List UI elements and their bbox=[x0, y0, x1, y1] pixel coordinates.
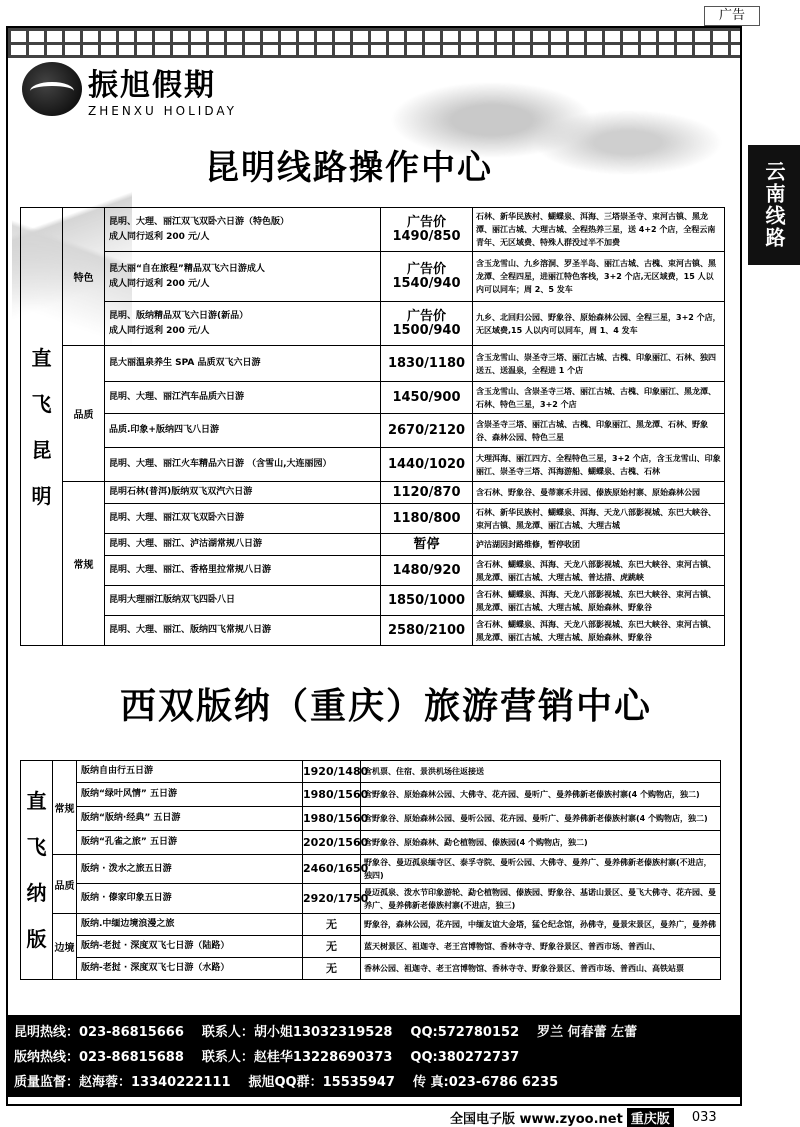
table-row bbox=[21, 382, 725, 414]
route-detail: 大理洱海、丽江四方、全程特色三星，3+2 个店，含玉龙雪山、印象丽江、崇圣寺三塔、洱海游船、蝴蝶泉、古槐、石林 bbox=[473, 448, 725, 482]
kunming-qq: QQ:572780152 bbox=[410, 1025, 520, 1040]
page-footer bbox=[450, 1108, 717, 1127]
banna-hotline: 版纳热线：023-86815688 bbox=[14, 1050, 184, 1065]
route-name: 昆明、大理、丽江、版纳四飞常规八日游 bbox=[105, 616, 381, 646]
route-name: 昆大丽温泉养生 SPA 品质双飞六日游 bbox=[105, 346, 381, 382]
region-char: 明 bbox=[31, 483, 52, 508]
route-name: 版纳.中缅边境浪漫之旅 bbox=[77, 914, 303, 936]
kunming-staff: 罗兰 何春蕾 左蕾 bbox=[537, 1025, 638, 1040]
route-detail: 含玉龙雪山、崇圣寺三塔、丽江古城、古槐、印象丽江、石林、独四送五、送温泉，全程进 1 个店 bbox=[473, 346, 725, 382]
route-price: 2670/2120 bbox=[381, 414, 473, 448]
contact-row-banna bbox=[14, 1045, 734, 1070]
fret-border-decoration bbox=[8, 28, 740, 58]
route-price: 1450/900 bbox=[381, 382, 473, 414]
route-price: 1850/1000 bbox=[381, 586, 473, 616]
route-price: 2020/1560 bbox=[303, 831, 361, 855]
table-row bbox=[21, 936, 721, 958]
route-name: 昆明、大理、丽江、泸沽湖常规八日游 bbox=[105, 534, 381, 556]
region-label bbox=[21, 208, 63, 646]
route-name: 版纳-老挝 · 深度双飞七日游（陆路） bbox=[77, 936, 303, 958]
route-name: 昆明、大理、丽江双飞双卧六日游 bbox=[105, 504, 381, 534]
table-row bbox=[21, 252, 725, 302]
route-detail: 含石林、蝴蝶泉、洱海、天龙八部影视城、东巴大峡谷、束河古镇、黑龙潭、丽江古城、大理古城、原始森林、野象谷 bbox=[473, 616, 725, 646]
region-label bbox=[21, 761, 53, 980]
kunming-hotline: 昆明热线：023-86815666 bbox=[14, 1025, 184, 1040]
table-row bbox=[21, 586, 725, 616]
route-price: 1830/1180 bbox=[381, 346, 473, 382]
table-row bbox=[21, 414, 725, 448]
route-price: 2580/2100 bbox=[381, 616, 473, 646]
route-name: 版纳自由行五日游 bbox=[77, 761, 303, 783]
table-row bbox=[21, 914, 721, 936]
fax: 传 真:023-6786 6235 bbox=[412, 1075, 559, 1090]
route-price: 无 bbox=[303, 936, 361, 958]
category-label: 特色 bbox=[63, 208, 105, 346]
table-row bbox=[21, 783, 721, 807]
route-price: 无 bbox=[303, 914, 361, 936]
route-name: 昆明大理丽江版纳双飞四卧八日 bbox=[105, 586, 381, 616]
route-detail: 野象谷、曼迈孤泉缅寺区、泰孚寺院、曼听公园、大佛寺、曼养广、曼养佛新老傣族村寨(不进店，独四) bbox=[361, 855, 721, 884]
region-char: 版 bbox=[26, 927, 47, 951]
route-name: 版纳“孔雀之旅” 五日游 bbox=[77, 831, 303, 855]
route-detail: 含玉龙雪山、含崇圣寺三塔、丽江古城、古槐、印象丽江、黑龙潭、石林、特色三星，3+2 个店 bbox=[473, 382, 725, 414]
route-price: 广告价 1540/940 bbox=[381, 252, 473, 302]
route-detail: 石林、新华民族村、蝴蝶泉、洱海、三塔崇圣寺、束河古镇、黑龙潭、丽江古城、大理古城、全程热养三星，送 4+2 个店，全程云南青年、无区域费、特殊人群没过半不加费 bbox=[473, 208, 725, 252]
route-name: 品质.印象+版纳四飞八日游 bbox=[105, 414, 381, 448]
ad-tag: 广告 bbox=[704, 6, 760, 26]
category-label: 常规 bbox=[63, 482, 105, 646]
table-row bbox=[21, 346, 725, 382]
footer-site: 全国电子版 www.zyoo.net bbox=[450, 1112, 623, 1127]
region-char: 昆 bbox=[31, 437, 52, 462]
route-detail: 蓝天树景区、祖迦寺、老王宫博物馆、香林寺寺、野象谷景区、普西市场、普西山、 bbox=[361, 936, 721, 958]
route-detail: 泸沽湖因封路维修，暂停收团 bbox=[473, 534, 725, 556]
table-row bbox=[21, 958, 721, 980]
route-price: 1980/1560 bbox=[303, 807, 361, 831]
table-row bbox=[21, 448, 725, 482]
category-label: 品质 bbox=[53, 855, 77, 914]
contact-row-kunming bbox=[14, 1020, 734, 1045]
route-detail: 九乡、北回归公园、野象谷、原始森林公园、全程三星，3+2 个店，无区域费,15 人以内可以同车，周 1、4 发车 bbox=[473, 302, 725, 346]
category-label: 边境 bbox=[53, 914, 77, 980]
table-row bbox=[21, 504, 725, 534]
route-price: 广告价 1500/940 bbox=[381, 302, 473, 346]
qq-group: 振旭QQ群：15535947 bbox=[248, 1075, 395, 1090]
region-char: 纳 bbox=[26, 881, 47, 905]
route-price: 暂停 bbox=[381, 534, 473, 556]
banna-qq: QQ:380272737 bbox=[410, 1050, 520, 1065]
contact-bar bbox=[6, 1015, 742, 1097]
table-row bbox=[21, 831, 721, 855]
route-price: 1440/1020 bbox=[381, 448, 473, 482]
table-row bbox=[21, 208, 725, 252]
section2-heading: 西双版纳（重庆）旅游营销中心 bbox=[120, 686, 653, 727]
logo-cn: 振旭假期 bbox=[88, 68, 216, 103]
route-name: 版纳“版纳·经典” 五日游 bbox=[77, 807, 303, 831]
route-detail: 香林公园、祖迦寺、老王宫博物馆、香林寺寺、野象谷景区、普西市场、普西山、高铁站票 bbox=[361, 958, 721, 980]
section1-heading: 昆明线路操作中心 bbox=[205, 148, 493, 188]
route-price: 1980/1560 bbox=[303, 783, 361, 807]
region-char: 直 bbox=[26, 789, 47, 813]
brand-logo bbox=[22, 60, 237, 118]
route-name: 昆大丽“自在旅程”精品双飞六日游成人 成人同行返利 200 元/人 bbox=[105, 252, 381, 302]
route-detail: 含石林、蝴蝶泉、洱海、天龙八部影视城、东巴大峡谷、束河古镇、黑龙潭、丽江古城、大理古城、原始森林、野象谷 bbox=[473, 586, 725, 616]
page-number: 033 bbox=[691, 1110, 717, 1125]
route-price: 1180/800 bbox=[381, 504, 473, 534]
region-char: 飞 bbox=[31, 391, 52, 416]
table-row bbox=[21, 761, 721, 783]
category-label: 品质 bbox=[63, 346, 105, 482]
route-price: 1920/1480 bbox=[303, 761, 361, 783]
region-char: 直 bbox=[31, 345, 52, 370]
route-price: 广告价 1490/850 bbox=[381, 208, 473, 252]
route-name: 昆明、大理、丽江火车精品六日游 （含雪山,大连丽园） bbox=[105, 448, 381, 482]
region-char: 飞 bbox=[26, 835, 47, 859]
route-price: 2920/1750 bbox=[303, 884, 361, 914]
route-detail: 含玉龙雪山、九乡溶洞、罗圣半岛、丽江古城、古槐、束河古镇、黑龙潭、全程四星，进丽江特色客栈，3+2 个店,无区域费，15 人以内可以同车；周 2、5 发车 bbox=[473, 252, 725, 302]
route-detail: 含崇圣寺三塔、丽江古城、古槐、印象丽江、黑龙潭、石林、野象谷、森林公园、特色三星 bbox=[473, 414, 725, 448]
route-detail: 含野象谷、原始森林公园、大佛寺、花卉园、曼听广、曼养佛新老傣族村寨(4 个购物店，独二) bbox=[361, 783, 721, 807]
contact-row-quality bbox=[14, 1070, 734, 1095]
table-row bbox=[21, 302, 725, 346]
route-name: 昆明石林(普洱)版纳双飞双汽六日游 bbox=[105, 482, 381, 504]
footer-edition-badge: 重庆版 bbox=[627, 1108, 674, 1127]
table-row bbox=[21, 616, 725, 646]
logo-en: ZHENXU HOLIDAY bbox=[88, 104, 237, 118]
route-detail: 含石林、蝴蝶泉、洱海、天龙八部影视城、东巴大峡谷、束河古镇、黑龙潭、丽江古城、大理古城、普达措、虎跳峡 bbox=[473, 556, 725, 586]
route-detail: 曼迈孤泉、泼水节印象游轮、勐仑植物园、傣族园、野象谷、基诺山景区、曼飞大佛寺、花卉园、曼养广、曼养佛新老傣族村寨(不进店，独三) bbox=[361, 884, 721, 914]
table-row bbox=[21, 482, 725, 504]
category-label: 常规 bbox=[53, 761, 77, 855]
table-row bbox=[21, 534, 725, 556]
route-price: 2460/1650 bbox=[303, 855, 361, 884]
route-name: 版纳“绿叶风情” 五日游 bbox=[77, 783, 303, 807]
route-name: 版纳-老挝 · 深度双飞七日游（水路） bbox=[77, 958, 303, 980]
route-price: 1120/870 bbox=[381, 482, 473, 504]
route-name: 昆明、大理、丽江汽车品质六日游 bbox=[105, 382, 381, 414]
route-detail: 含野象谷、原始森林公园、曼听公园、花卉园、曼听广、曼养佛新老傣族村寨(4 个购物店，独二) bbox=[361, 807, 721, 831]
route-name: 昆明、大理、丽江双飞双卧六日游（特色版） 成人同行返利 200 元/人 bbox=[105, 208, 381, 252]
route-detail: 含野象谷、原始森林、勐仑植物园、傣族园(4 个购物店，独二) bbox=[361, 831, 721, 855]
table-row bbox=[21, 855, 721, 884]
kunming-route-table bbox=[20, 207, 725, 646]
route-detail: 野象谷，森林公园，花卉园，中缅友谊大金塔，猛仑纪念馆，孙佛寺，曼景宋景区，曼养广，曼养佛 bbox=[361, 914, 721, 936]
logo-mark-icon bbox=[22, 62, 82, 116]
route-name: 版纳 · 傣家印象五日游 bbox=[77, 884, 303, 914]
side-tab-yunnan: 云南线路 bbox=[748, 145, 800, 265]
quality-supervisor: 质量监督：赵海蓉：13340222111 bbox=[14, 1075, 231, 1090]
route-price: 1480/920 bbox=[381, 556, 473, 586]
route-detail: 含石林、野象谷、曼蒂寨禾井园、傣族原始村寨、原始森林公园 bbox=[473, 482, 725, 504]
banna-route-table bbox=[20, 760, 721, 980]
banna-contact-person: 联系人：赵桂华13228690373 bbox=[201, 1050, 393, 1065]
table-row bbox=[21, 807, 721, 831]
route-detail: 含机票、住宿、景洪机场往返接送 bbox=[361, 761, 721, 783]
route-price: 无 bbox=[303, 958, 361, 980]
table-row bbox=[21, 884, 721, 914]
route-name: 版纳 · 泼水之旅五日游 bbox=[77, 855, 303, 884]
route-name: 昆明、版纳精品双飞六日游(新品） 成人同行返利 200 元/人 bbox=[105, 302, 381, 346]
route-detail: 石林、新华民族村、蝴蝶泉、洱海、天龙八部影视城、东巴大峡谷、束河古镇、黑龙潭、丽江古城、大理古城 bbox=[473, 504, 725, 534]
table-row bbox=[21, 556, 725, 586]
route-name: 昆明、大理、丽江、香格里拉常规八日游 bbox=[105, 556, 381, 586]
kunming-contact-person: 联系人：胡小姐13032319528 bbox=[201, 1025, 393, 1040]
